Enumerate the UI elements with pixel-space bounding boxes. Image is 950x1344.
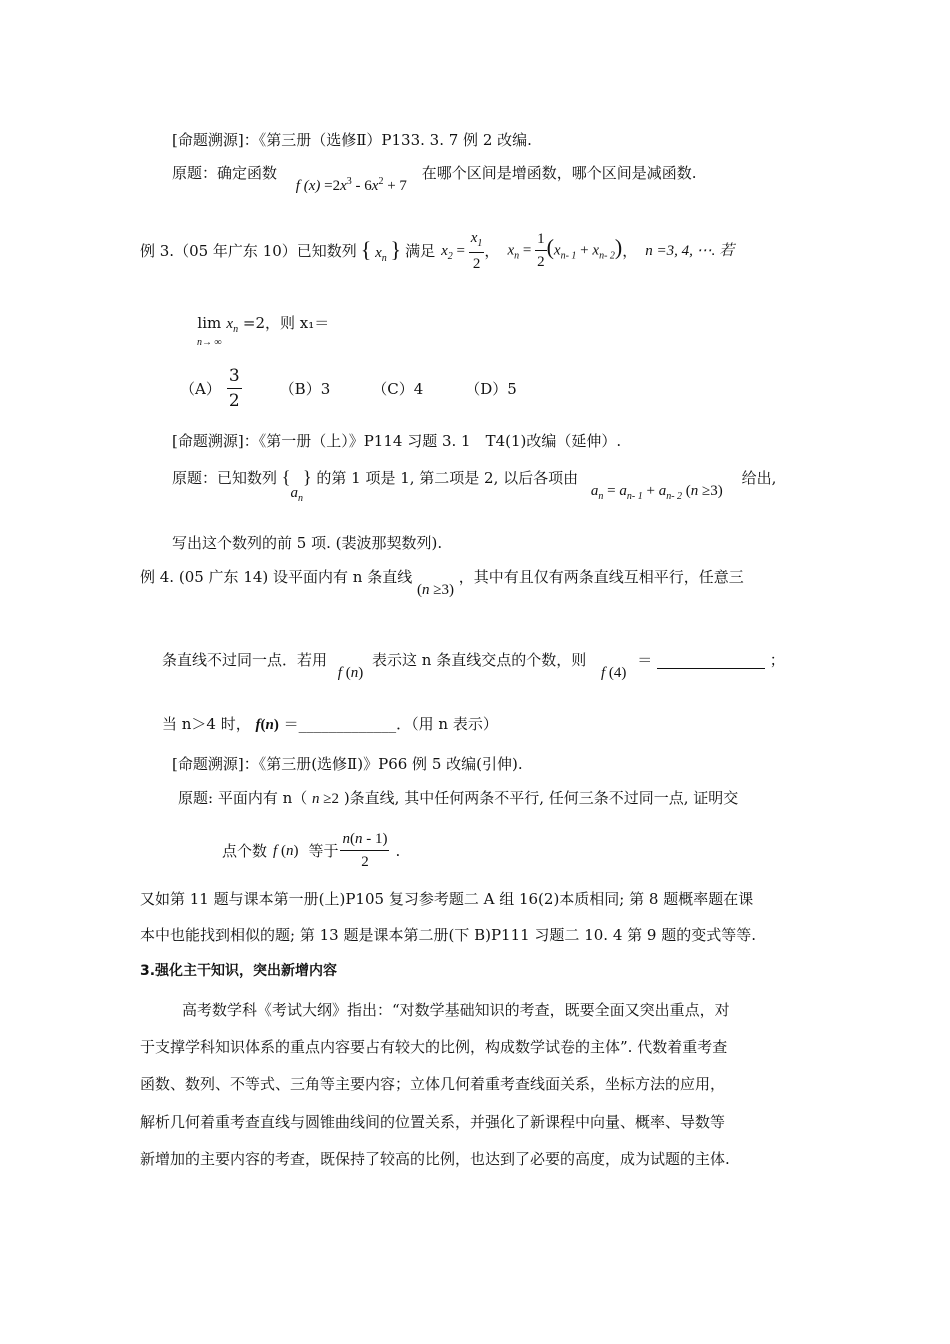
source-note-1: [命题溯源]：《第三册（选修Ⅱ）P133. 3. 7 例 2 改编.	[172, 131, 532, 149]
option-b: （B）3	[279, 379, 331, 398]
example-3-satisfy: 满足	[405, 241, 436, 260]
formula-x2: $x_2$ = $\frac{x_1}{2}$	[441, 229, 483, 272]
paragraph-2-line-3: 函数、数列、不等式、三角等主要内容；立体几何着重考查线面关系，坐标方法的应用，	[140, 1075, 726, 1093]
original-3-line2	[222, 826, 400, 876]
example-4-line3a: 当 n＞4 时，	[162, 715, 251, 733]
option-a-value: $\frac{3}{2}$	[228, 366, 240, 411]
options-row	[180, 368, 517, 410]
example-3	[140, 226, 734, 276]
example-3-label: 例 3.（05 年广东 10）已知数列	[140, 241, 357, 260]
original-problem-3	[178, 791, 738, 807]
paragraph-2-line-5: 新增加的主要内容的考查，既保持了较高的比例，也达到了必要的高度，成为试题的主体.	[140, 1150, 730, 1168]
example-4-suffix: ，其中有且仅有两条直线互相平行，任意三	[458, 568, 744, 586]
formula-f4: f (4)	[600, 665, 627, 681]
original-1-prefix: 原题：确定函数	[172, 164, 278, 182]
example-4	[140, 568, 744, 598]
condition-n-ge-2: n ≥2	[312, 791, 340, 807]
option-d: （D）5	[465, 379, 517, 398]
sequence-xn: { $x_n$ }	[360, 236, 402, 264]
limit-suffix: =2，则 x₁＝	[242, 314, 330, 332]
formula-fn: f (n)	[337, 665, 364, 681]
paragraph-2-line-1: 高考数学科《考试大纲》指出：“对数学基础知识的考查，既要全面又突出重点，对	[182, 1001, 730, 1019]
example-4-line2	[162, 651, 785, 681]
formula-xn-recursion: $x_n$ = $\frac{1}{2}$ $(x_{n- 1} + x_{n- 2})$	[507, 231, 623, 270]
formula-fn-2: f (n)	[273, 842, 299, 859]
example-4-line3	[162, 717, 498, 733]
original-3-line2c: .	[395, 841, 401, 860]
original-2-mid: 的第 1 项是 1, 第二项是 2, 以后各项由	[316, 469, 579, 487]
original-3-prefix: 原题: 平面内有 n（	[178, 789, 308, 807]
comma: ，	[484, 241, 500, 260]
example-4-line2b: 表示这 n 条直线交点的个数，则	[372, 651, 587, 669]
paragraph-2-line-2: 于支撑学科知识体系的重点内容要占有较大的比例，构成数学试卷的主体”. 代数着重考查	[140, 1038, 728, 1056]
formula-fn-bold: f(n)	[255, 717, 279, 733]
source-note-3: [命题溯源]：《第三册(选修Ⅱ)》P66 例 5 改编(引伸).	[172, 755, 523, 773]
original-problem-2	[172, 467, 777, 504]
example-4-line2c: ＝	[637, 651, 653, 669]
example-4-line3b: ＝_____________．（用 n 表示）	[283, 715, 498, 733]
comma: ，	[622, 241, 638, 260]
sequence-an: $\{a_n\}$	[281, 467, 312, 504]
lim-xn: $x_n$	[226, 316, 239, 335]
condition-n-ge-3: (n ≥3)	[417, 582, 454, 598]
option-a-label: （A）	[180, 379, 221, 398]
original-2-line2: 写出这个数列的前 5 项. (裴波那契数列).	[172, 534, 443, 552]
limit-line	[197, 316, 329, 346]
original-3-suffix: )条直线, 其中任何两条不平行, 任何三条不过同一点, 证明交	[343, 789, 739, 807]
answer-blank-f4[interactable]	[657, 654, 765, 669]
original-problem-1	[172, 164, 697, 194]
paragraph-1-line-2: 本中也能找到相似的题; 第 13 题是课本第二册(下 B)P111 习题二 10. 4 第 9 题的变式等等.	[140, 926, 756, 944]
original-3-line2a: 点个数	[222, 841, 268, 860]
original-1-suffix: 在哪个区间是增函数，哪个区间是减函数.	[421, 164, 697, 182]
example-4-prefix: 例 4. (05 广东 14) 设平面内有 n 条直线	[140, 568, 413, 586]
n-values: n =3, 4, ⋯. 若	[645, 242, 735, 259]
formula-an-recursion: $a_n = a_{n- 1} + a_{n- 2}$ (n ≥3)	[590, 483, 723, 502]
original-2-prefix: 原题：已知数列	[172, 469, 278, 487]
formula-n-n-minus-1-over-2: $\frac{n(n - 1)}{2}$	[342, 831, 388, 870]
original-2-suffix: 给出,	[741, 469, 777, 487]
original-3-line2b: 等于	[308, 841, 339, 860]
example-4-line2d: ；	[769, 651, 785, 669]
lim-operator: lim n→ ∞	[197, 314, 222, 348]
source-note-2: [命题溯源]：《第一册（上）》P114 习题 3. 1 T4(1)改编（延伸）.	[172, 432, 622, 450]
formula-fx-cubic: f $(x) =2x^3 - 6x^2 + 7$	[295, 176, 407, 194]
section-heading-3: 3.强化主干知识，突出新增内容	[140, 963, 338, 979]
example-4-line2a: 条直线不过同一点．若用	[162, 651, 328, 669]
paragraph-1-line-1: 又如第 11 题与课本第一册(上)P105 复习参考题二 A 组 16(2)本质相同; 第 8 题概率题在课	[140, 890, 754, 908]
option-c: （C）4	[372, 379, 424, 398]
paragraph-2-line-4: 解析几何着重考查直线与圆锥曲线间的位置关系，并强化了新课程中向量、概率、导数等	[140, 1113, 726, 1131]
